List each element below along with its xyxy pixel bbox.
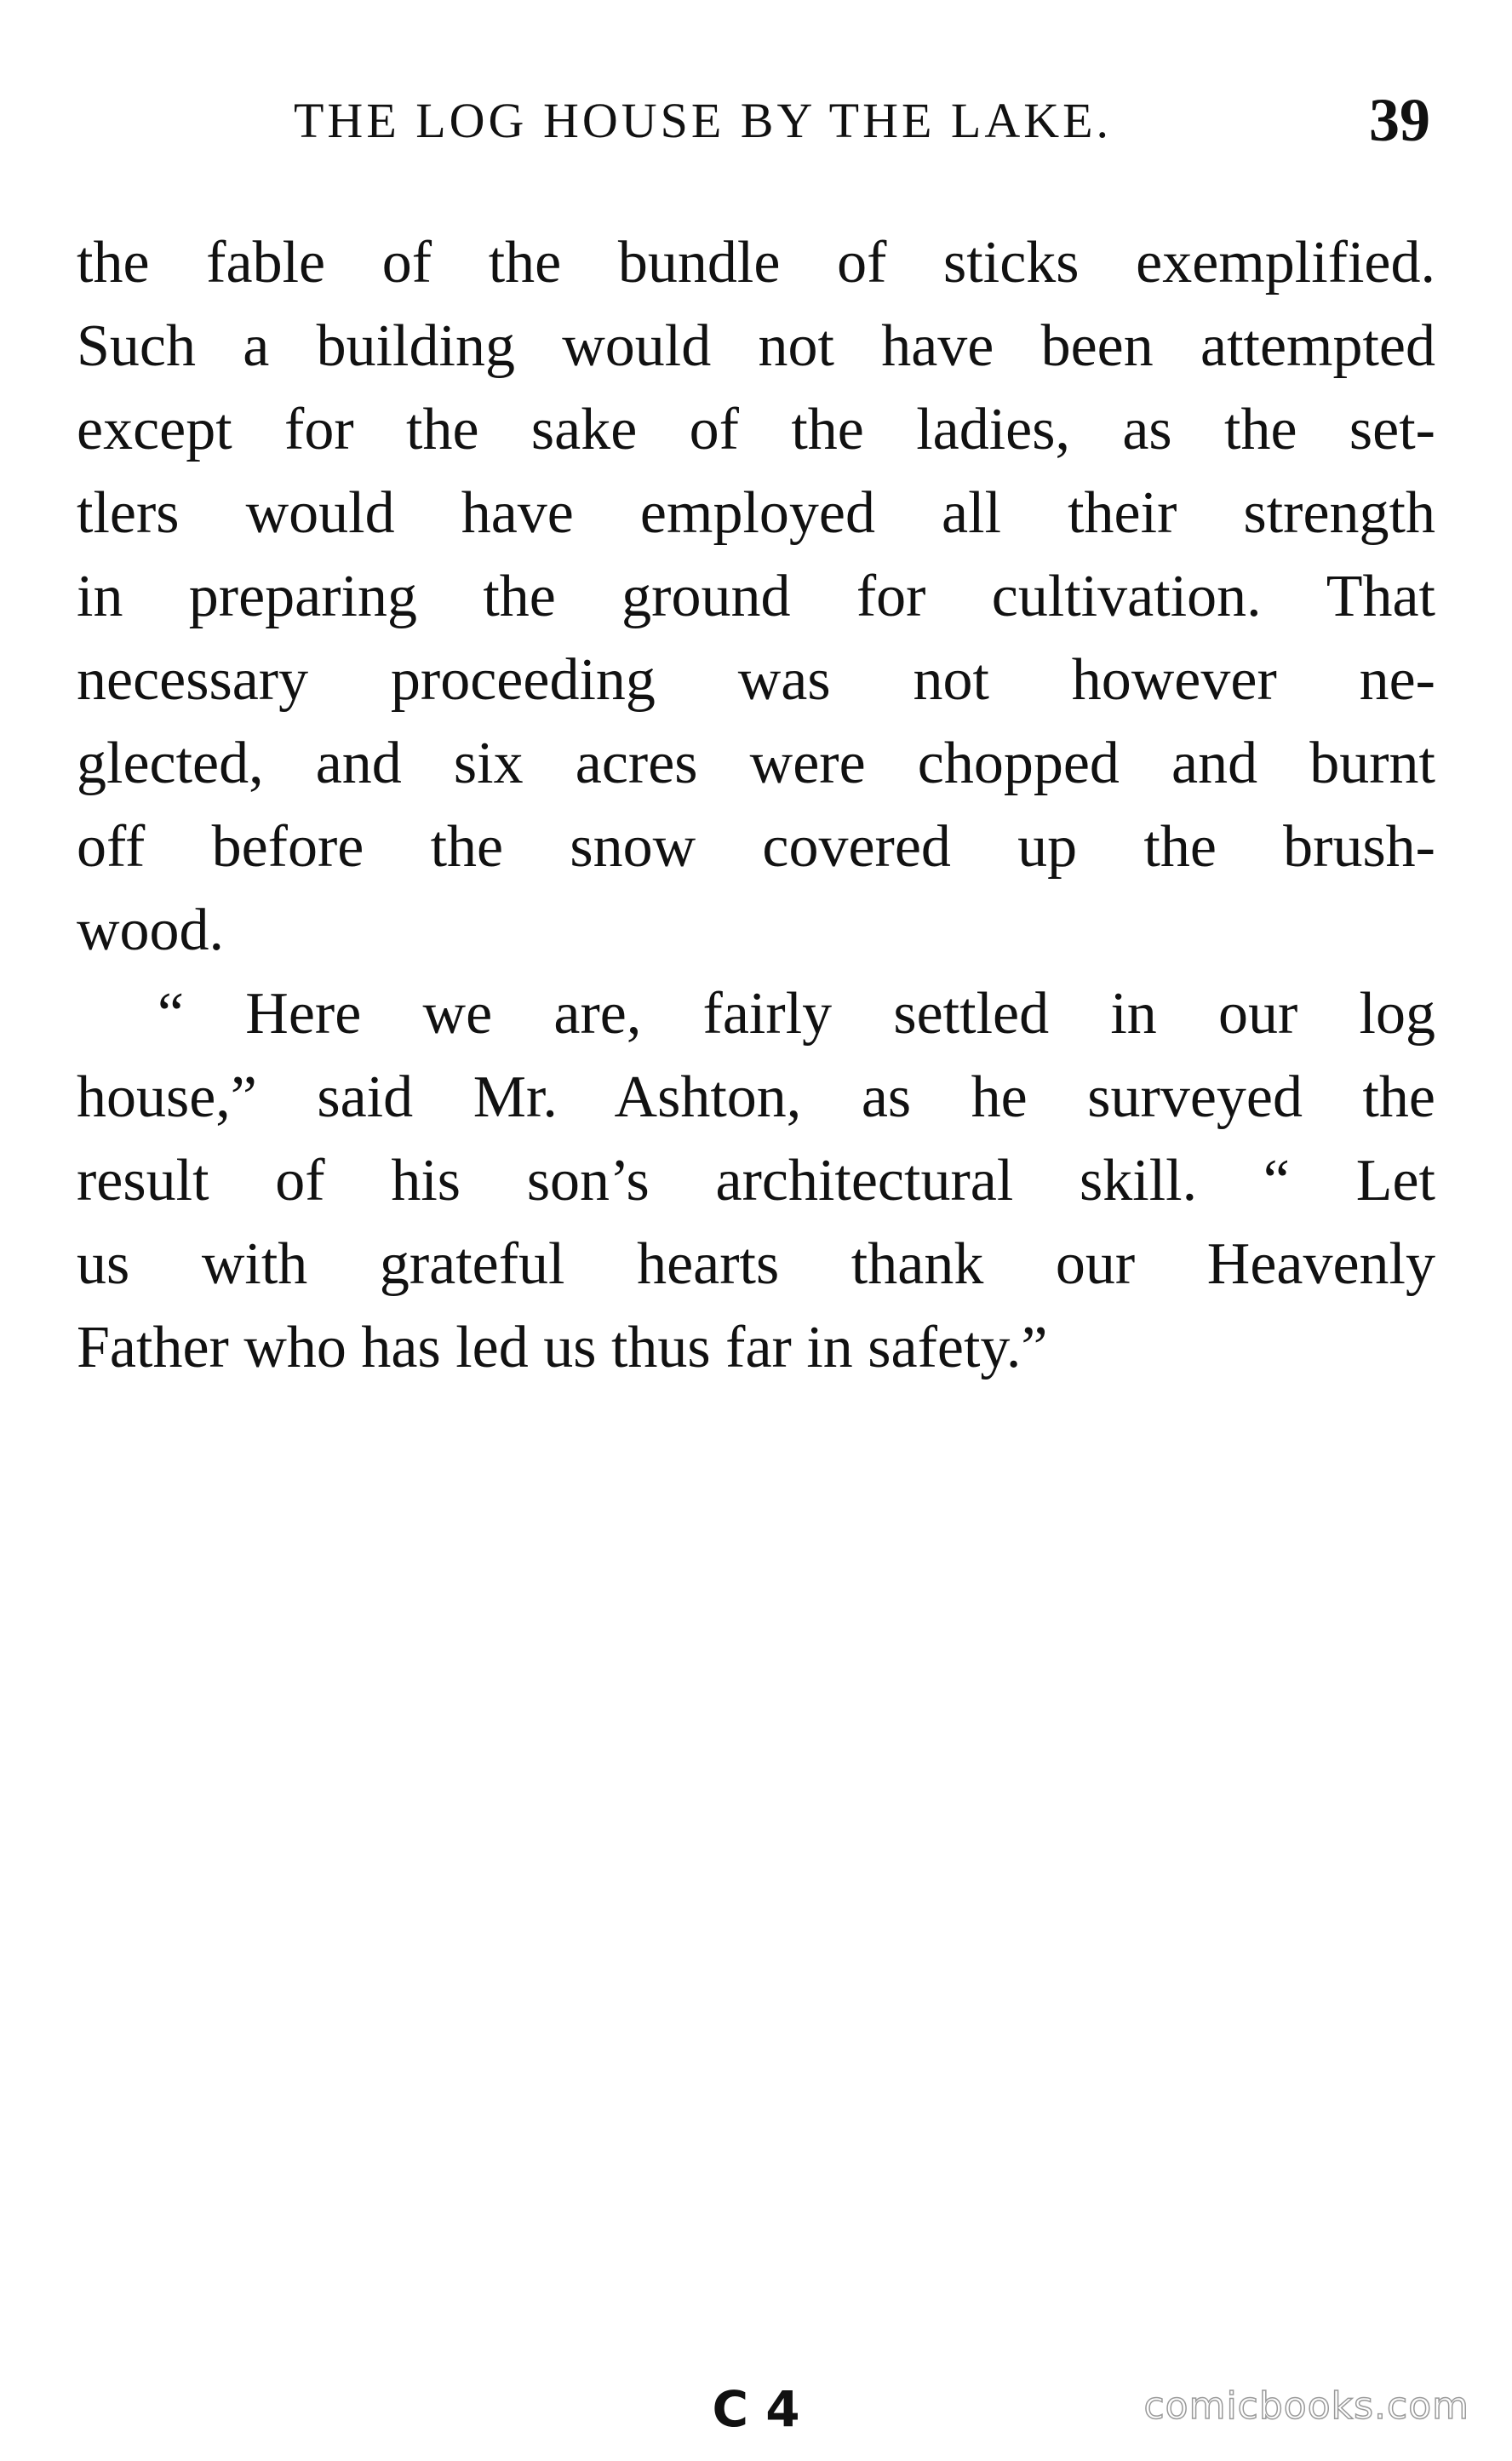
text-line: us with grateful hearts thank our Heavenly [77, 1231, 1435, 1297]
body-text [77, 221, 1435, 1390]
text-line: except for the sake of the ladies, as the set- [77, 397, 1435, 462]
text-line: in preparing the ground for cultivation. That [77, 564, 1435, 629]
running-title: THE LOG HOUSE BY THE LAKE. [294, 93, 1113, 148]
text-line: house,” said Mr. Ashton, as he surveyed the [77, 1064, 1435, 1130]
text-line: tlers would have employed all their strength [77, 480, 1435, 546]
text-line: off before the snow covered up the brush- [77, 814, 1435, 880]
running-head [0, 85, 1512, 162]
text-line: wood. [77, 898, 225, 963]
text-line: “ Here we are, fairly settled in our log [158, 981, 1435, 1047]
text-line: Such a building would not have been attempted [77, 313, 1435, 379]
watermark: comicbooks.com [1143, 2384, 1469, 2428]
text-line: glected, and six acres were chopped and burnt [77, 731, 1435, 796]
signature-mark: C 4 [712, 2380, 800, 2438]
text-line: result of his son’s architectural skill. “ Let [77, 1148, 1435, 1213]
paragraph-2 [77, 972, 1435, 1390]
paragraph-1 [77, 221, 1435, 972]
text-line: the fable of the bundle of sticks exemplified. [77, 230, 1435, 295]
page-number: 39 [1369, 86, 1430, 154]
text-line: necessary proceeding was not however ne- [77, 647, 1435, 713]
text-line: Father who has led us thus far in safety.” [77, 1315, 1048, 1380]
